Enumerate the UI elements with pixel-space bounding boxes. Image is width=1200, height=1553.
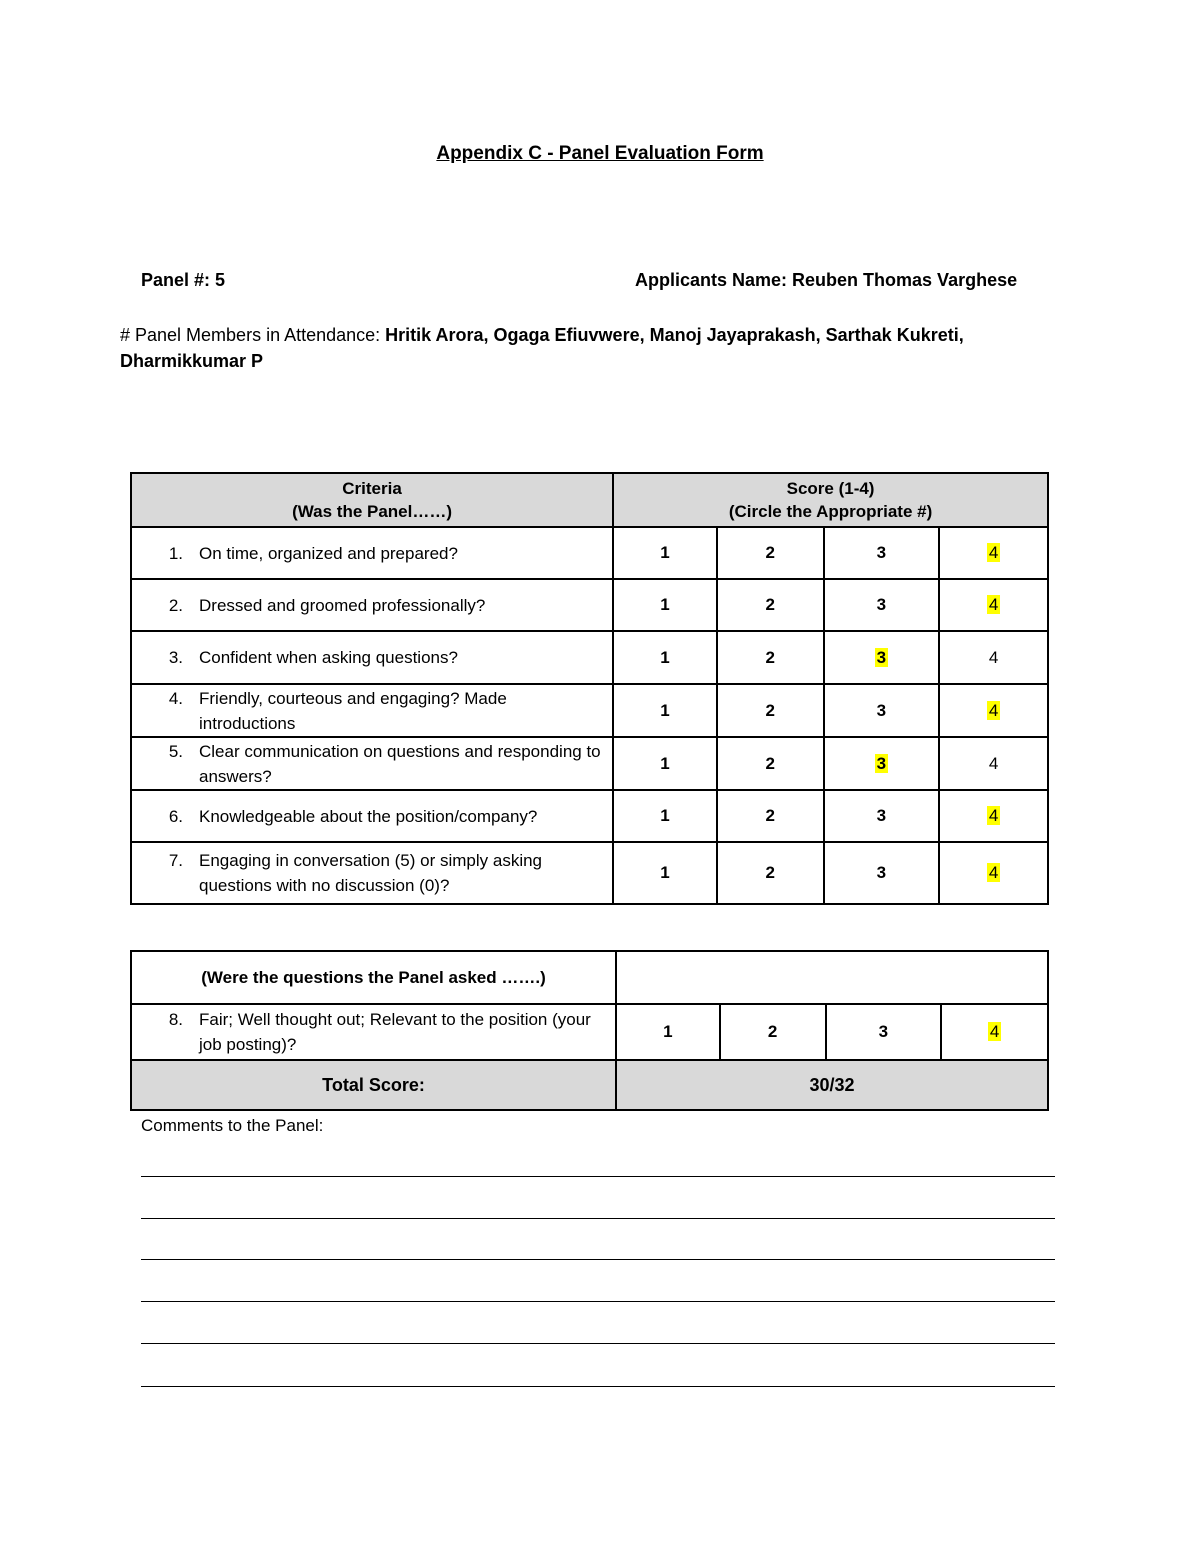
- criterion-cell: [131, 631, 613, 684]
- score-option-4[interactable]: 4: [939, 684, 1048, 737]
- score-option-3[interactable]: 3: [824, 737, 940, 790]
- criterion-cell: [131, 527, 613, 579]
- table-row: [131, 527, 1048, 579]
- panel-members: [120, 322, 1040, 374]
- score-option-2[interactable]: 2: [717, 684, 824, 737]
- table-row: [131, 579, 1048, 631]
- criterion-text: Confident when asking questions?: [199, 648, 458, 667]
- score-option-4[interactable]: 4: [941, 1004, 1048, 1060]
- score-option-4[interactable]: 4: [939, 527, 1048, 579]
- criterion-text: Clear communication on questions and responding to answers?: [199, 741, 601, 786]
- score-option-1[interactable]: 1: [613, 842, 717, 904]
- panel-number: Panel #: 5: [141, 270, 226, 290]
- criterion-text: On time, organized and prepared?: [199, 543, 458, 563]
- criterion-cell: [131, 579, 613, 631]
- table-row: [131, 737, 1048, 790]
- table-row: [131, 684, 1048, 737]
- panel-members-label: # Panel Members in Attendance:: [120, 325, 386, 345]
- criterion-number: 4.: [168, 688, 183, 708]
- criterion-number: 8.: [168, 1010, 183, 1029]
- score-option-4[interactable]: 4: [939, 579, 1048, 631]
- panel-members-names: Hritik Arora, Ogaga Efiuvwere, Manoj Jayaprakash, Sarthak Kukreti, Dharmikkumar P: [120, 325, 964, 371]
- table-row: [131, 790, 1048, 842]
- criteria-table: [130, 472, 1049, 905]
- score-option-1[interactable]: 1: [613, 527, 717, 579]
- criterion-number: 2.: [168, 595, 183, 615]
- score-option-2[interactable]: 2: [717, 842, 824, 904]
- criterion-text: Engaging in conversation (5) or simply asking questions with no discussion (0)?: [199, 851, 543, 895]
- score-option-4[interactable]: 4: [939, 737, 1048, 790]
- criteria-header: Criteria (Was the Panel……): [131, 473, 613, 527]
- criterion-text: Knowledgeable about the position/company?: [199, 806, 538, 826]
- questions-header-blank: [616, 951, 1048, 1004]
- total-score-label: Total Score:: [131, 1060, 616, 1110]
- score-option-2[interactable]: 2: [717, 527, 824, 579]
- score-option-1[interactable]: 1: [616, 1004, 720, 1060]
- score-option-3[interactable]: 3: [824, 527, 940, 579]
- score-option-2[interactable]: 2: [717, 579, 824, 631]
- criterion-cell: [131, 842, 613, 904]
- comment-line[interactable]: [141, 1343, 1055, 1344]
- score-option-2[interactable]: 2: [717, 737, 824, 790]
- questions-table: [130, 950, 1049, 1111]
- criterion-text: Friendly, courteous and engaging? Made introductions: [199, 688, 507, 733]
- criterion-cell: [131, 737, 613, 790]
- total-score-value: 30/32: [616, 1060, 1048, 1110]
- criterion-text: Dressed and groomed professionally?: [199, 595, 486, 615]
- score-option-3[interactable]: 3: [824, 790, 940, 842]
- score-option-4[interactable]: 4: [939, 842, 1048, 904]
- applicant-name: Applicants Name: Reuben Thomas Varghese: [635, 270, 1018, 290]
- score-option-2[interactable]: 2: [720, 1004, 826, 1060]
- comment-line[interactable]: [141, 1259, 1055, 1260]
- criterion-number: 5.: [168, 741, 183, 761]
- criterion-number: 3.: [168, 648, 183, 667]
- score-option-3[interactable]: 3: [826, 1004, 942, 1060]
- score-option-4[interactable]: 4: [939, 790, 1048, 842]
- comment-line[interactable]: [141, 1386, 1055, 1387]
- table-row: [131, 842, 1048, 904]
- criterion-number: 7.: [168, 851, 183, 870]
- score-option-1[interactable]: 1: [613, 579, 717, 631]
- comment-line[interactable]: [141, 1301, 1055, 1302]
- score-option-3[interactable]: 3: [824, 579, 940, 631]
- criterion-number: 6.: [168, 806, 183, 826]
- score-option-2[interactable]: 2: [717, 631, 824, 684]
- score-option-3[interactable]: 3: [824, 842, 940, 904]
- score-option-2[interactable]: 2: [717, 790, 824, 842]
- score-option-4[interactable]: 4: [939, 631, 1048, 684]
- criterion-cell: [131, 790, 613, 842]
- comment-line[interactable]: [141, 1176, 1055, 1177]
- score-header: Score (1-4) (Circle the Appropriate #): [613, 473, 1048, 527]
- criterion-text: Fair; Well thought out; Relevant to the position (your job posting)?: [199, 1010, 591, 1054]
- score-option-3[interactable]: 3: [824, 684, 940, 737]
- score-option-3[interactable]: 3: [824, 631, 940, 684]
- criterion-cell: [131, 1004, 616, 1060]
- score-option-1[interactable]: 1: [613, 737, 717, 790]
- comments-label: Comments to the Panel:: [141, 1116, 324, 1135]
- table-row: [131, 1004, 1048, 1060]
- questions-header: (Were the questions the Panel asked …….): [131, 951, 616, 1004]
- score-option-1[interactable]: 1: [613, 631, 717, 684]
- score-option-1[interactable]: 1: [613, 790, 717, 842]
- criterion-cell: [131, 684, 613, 737]
- table-row: [131, 631, 1048, 684]
- page-title: Appendix C - Panel Evaluation Form: [436, 143, 764, 164]
- score-option-1[interactable]: 1: [613, 684, 717, 737]
- comment-line[interactable]: [141, 1218, 1055, 1219]
- criterion-number: 1.: [168, 543, 183, 563]
